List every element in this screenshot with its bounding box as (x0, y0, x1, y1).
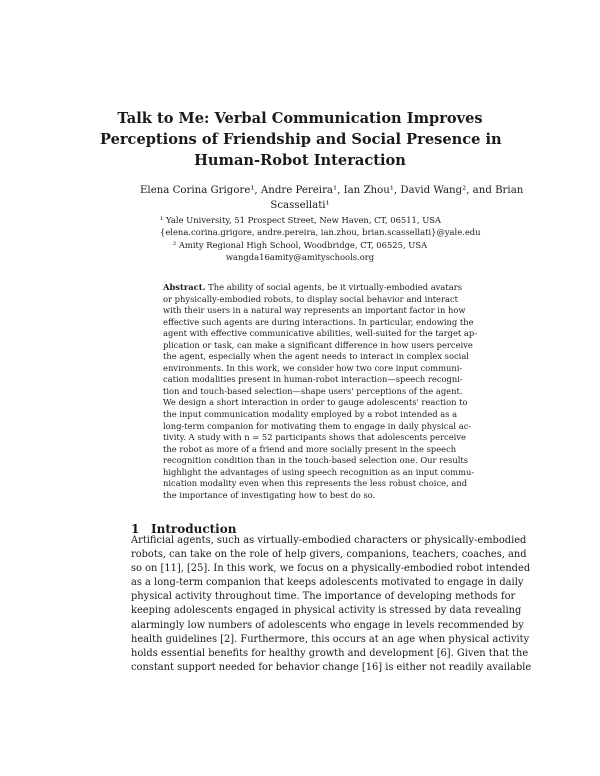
body-line: holds essential benefits for healthy growth and development [6]. Given that the (131, 647, 529, 659)
body-line: physical activity throughout time. The importance of developing methods for (131, 591, 516, 603)
authors-line: Elena Corina Grigore¹, Andre Pereira¹, Ian Zhou¹, David Wang², and Brian (140, 185, 524, 196)
abstract-line: with their users in a natural way represents an important factor in how (163, 305, 466, 316)
abstract (163, 282, 478, 501)
authors-line: Scassellati¹ (270, 200, 330, 211)
title-line: Talk to Me: Verbal Communication Improves (117, 110, 483, 127)
abstract-line: the robot as more of a friend and more socially present in the speech (163, 443, 457, 454)
abstract-line: nication modality even when this represents the less robust choice, and (163, 478, 468, 489)
abstract-line: tivity. A study with n = 52 participants shows that adolescents perceive (163, 432, 466, 443)
abstract-line: the importance of investigating how to best do so. (163, 489, 376, 500)
affiliation-line: ¹ Yale University, 51 Prospect Street, New Haven, CT, 06511, USA (160, 215, 442, 225)
author-list (140, 183, 524, 213)
introduction-body (131, 534, 532, 675)
abstract-line: long-term companion for motivating them to engage in daily physical ac- (163, 420, 472, 431)
body-line: robots, can take on the role of help givers, companions, teachers, coaches, and (131, 549, 527, 561)
abstract-line: recognition condition than in the touch-based selection one. Our results (163, 455, 469, 466)
body-line: Artificial agents, such as virtually-embodied characters or physically-embodied (131, 535, 527, 546)
abstract-text: The ability of social agents, be it virtually-embodied avatars (205, 282, 462, 292)
abstract-line: environments. In this work, we consider how two core input communi- (163, 362, 463, 373)
abstract-line: plication or task, can make a significant difference in how users perceive (163, 339, 473, 350)
abstract-line: We design a short interaction in order to gauge adolescents' reaction to (163, 397, 468, 408)
body-line: health guidelines [2]. Furthermore, this occurs at an age when physical activity (131, 633, 530, 645)
abstract-line: effective such agents are during interactions. In particular, endowing the (163, 316, 474, 327)
body-line: constant support needed for behavior change [16] is either not readily available (131, 661, 532, 673)
abstract-line (163, 282, 462, 294)
title-line: Perceptions of Friendship and Social Presence in (100, 131, 502, 148)
title-line: Human-Robot Interaction (194, 152, 406, 169)
body-line: so on [11], [25]. In this work, we focus on a physically-embodied robot intended (131, 563, 531, 575)
section-title: Introduction (151, 521, 237, 536)
abstract-line: cation modalities present in human-robot interaction—speech recogni- (163, 374, 463, 385)
affiliation-line: ² Amity Regional High School, Woodbridge, CT, 06525, USA (172, 239, 428, 250)
section-number: 1 (131, 521, 140, 536)
abstract-line: the input communication modality employed by a robot intended as a (163, 409, 458, 420)
abstract-line: the agent, especially when the agent needs to interact in complex social (163, 351, 469, 362)
paper-title (100, 108, 500, 171)
abstract-line: or physically-embodied robots, to display social behavior and interact (163, 293, 458, 304)
abstract-line: tion and touch-based selection—shape users' perceptions of the agent. (163, 385, 463, 396)
affiliation-emails: {elena.corina.grigore, andre.pereira, ian.zhou, brian.scassellati}@yale.edu (160, 227, 481, 238)
body-line: alarmingly low numbers of adolescents who engage in levels recommended by (131, 619, 524, 631)
body-line: keeping adolescents engaged in physical activity is stressed by data revealing (131, 605, 522, 617)
abstract-line: agent with effective communicative abilities, well-suited for the target ap- (163, 328, 478, 339)
body-line: as a long-term companion that keeps adolescents motivated to engage in daily (131, 577, 524, 589)
affiliation-email: wangda16amity@amityschools.org (225, 252, 375, 263)
abstract-label: Abstract. (163, 282, 206, 292)
affiliations (160, 214, 481, 264)
abstract-line: highlight the advantages of using speech recognition as an input commu- (163, 466, 475, 477)
